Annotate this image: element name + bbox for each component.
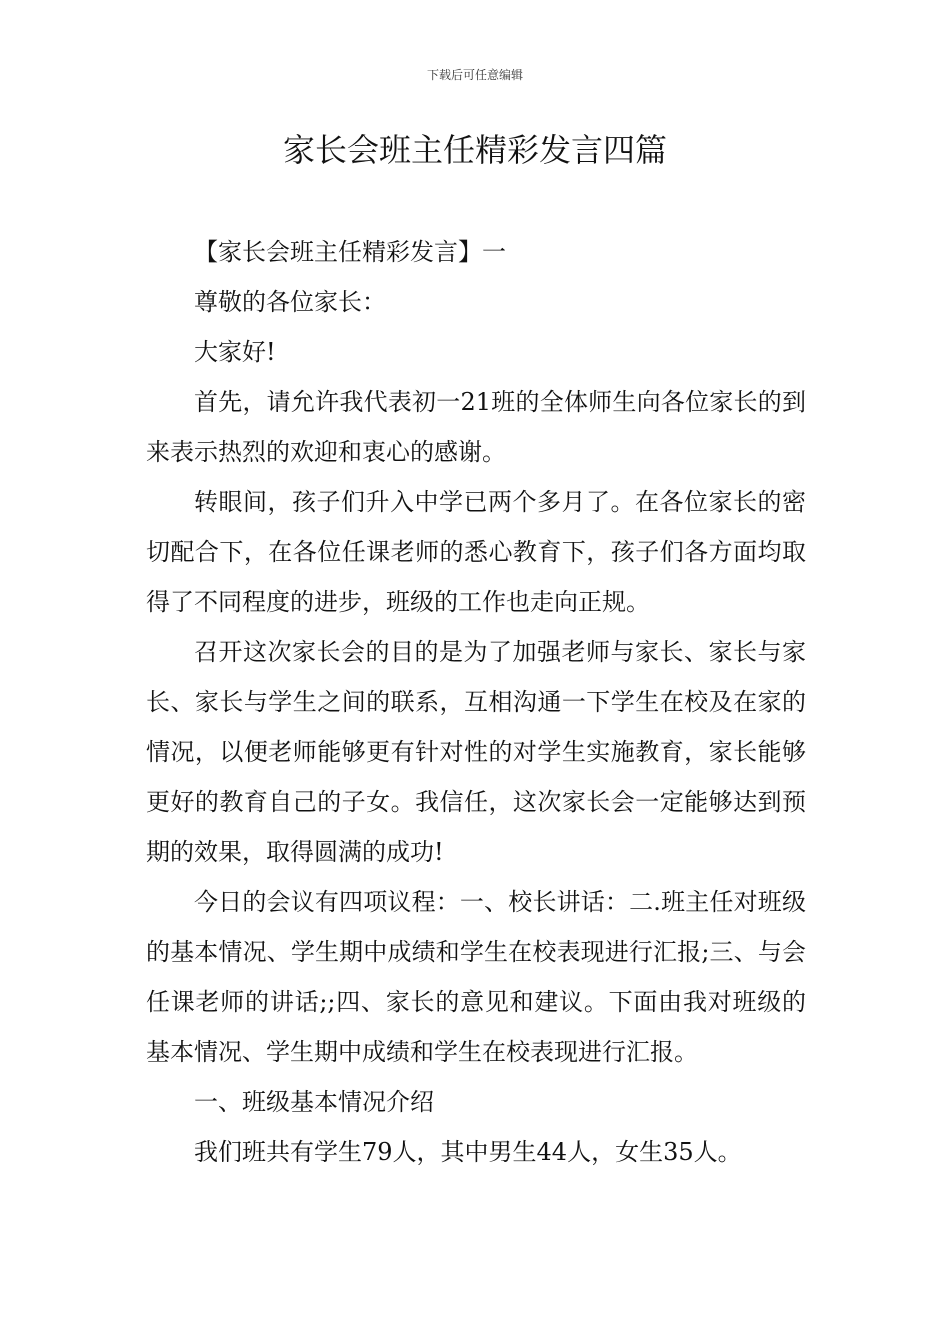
paragraph-welcome: 首先，请允许我代表初一21班的全体师生向各位家长的到来表示热烈的欢迎和衷心的感谢。 xyxy=(146,388,806,466)
paragraph-class-info: 我们班共有学生79人，其中男生44人，女生35人。 xyxy=(194,1138,742,1166)
paragraph-agenda: 今日的会议有四项议程：一、校长讲话：二.班主任对班级的基本情况、学生期中成绩和学生在校表现进行汇报;三、与会任课老师的讲话;;四、家长的意见和建议。下面由我对班级的基本情况、学生期中成绩和学生在校表现进行汇报。 xyxy=(146,888,806,1066)
paragraph-subheading: 一、班级基本情况介绍 xyxy=(194,1088,434,1116)
paragraph-progress: 转眼间，孩子们升入中学已两个多月了。在各位家长的密切配合下，在各位任课老师的悉心教育下，孩子们各方面均取得了不同程度的进步，班级的工作也走向正规。 xyxy=(146,488,806,616)
paragraph-section-heading: 【家长会班主任精彩发言】一 xyxy=(194,238,506,266)
paragraph-greeting: 大家好! xyxy=(194,338,276,366)
document-title: 家长会班主任精彩发言四篇 xyxy=(282,131,667,169)
header-note: 下载后可任意编辑 xyxy=(426,68,523,82)
document-body xyxy=(146,227,806,1177)
paragraph-purpose: 召开这次家长会的目的是为了加强老师与家长、家长与家长、家长与学生之间的联系，互相沟通一下学生在校及在家的情况，以便老师能够更有针对性的对学生实施教育，家长能够更好的教育自己的子女。我信任，这次家长会一定能够达到预期的效果，取得圆满的成功! xyxy=(146,638,806,866)
paragraph-salutation: 尊敬的各位家长： xyxy=(194,288,386,316)
